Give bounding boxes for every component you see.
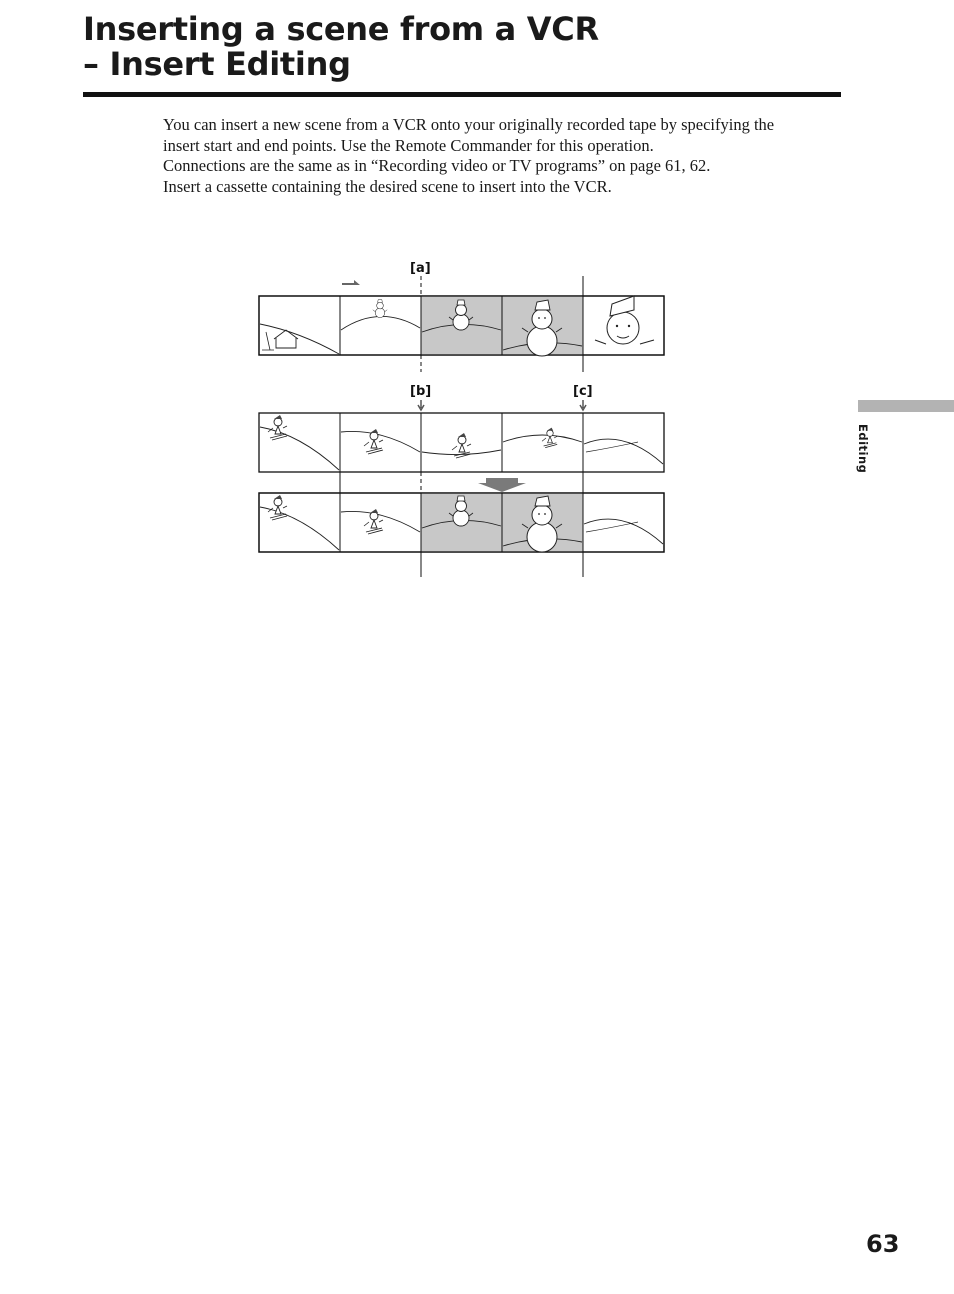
tape-row-source: [259, 296, 664, 356]
insert-editing-diagram: [250, 252, 680, 582]
tape-row-original: [259, 413, 664, 472]
intro-paragraph: You can insert a new scene from a VCR onto your originally recorded tape by specifying the insert start and end points. Use the Remote Commander for this operation.: [163, 115, 775, 155]
title-line-1: Inserting a scene from a VCR: [83, 10, 599, 48]
title-rule: [83, 92, 841, 97]
marker-a-label: [a]: [410, 261, 431, 276]
tape-row-result: [259, 493, 664, 552]
page-number: 63: [866, 1230, 900, 1258]
marker-b-arrow: [418, 400, 424, 410]
marker-c-arrow: [580, 400, 586, 410]
section-tab: [858, 400, 954, 412]
title-line-2: – Insert Editing: [83, 45, 351, 83]
marker-c-label: [c]: [573, 384, 593, 399]
section-tab-label: Editing: [856, 424, 870, 474]
intro-paragraph: Insert a cassette containing the desired scene to insert into the VCR.: [163, 176, 612, 196]
result-arrow: [478, 478, 526, 492]
intro-paragraph: Connections are the same as in “Recording video or TV programs” on page 61, 62.: [163, 156, 711, 175]
marker-b-label: [b]: [410, 384, 432, 399]
intro-text: [163, 115, 813, 197]
direction-arrow: [342, 280, 360, 285]
page-title: [83, 12, 843, 82]
